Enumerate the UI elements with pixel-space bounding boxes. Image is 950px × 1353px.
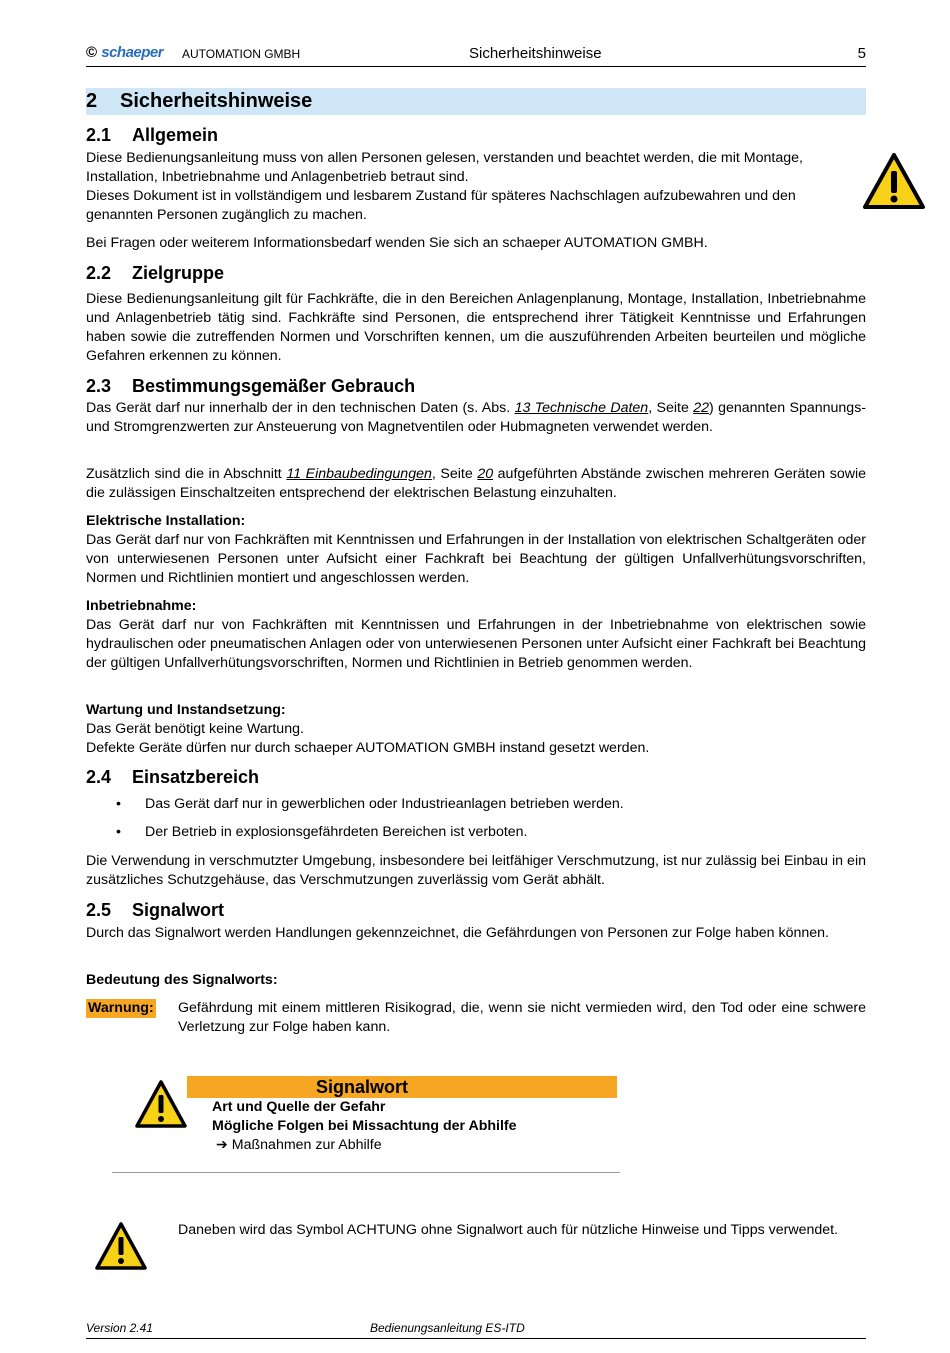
hazard-consequence: Mögliche Folgen bei Missachtung der Abhilfe — [212, 1118, 517, 1134]
signal-word-content — [212, 1098, 517, 1155]
signal-word-definition: Gefährdung mit einem mittleren Risikograd, die, wenn sie nicht vermieden wird, den Tod oder eine schwere Verletzung zur Folge haben kann. — [178, 1000, 866, 1035]
page-reference-link[interactable]: 20 — [477, 466, 494, 482]
page-number: 5 — [857, 45, 866, 62]
hazard-remedy: Maßnahmen zur Abhilfe — [231, 1137, 382, 1153]
brand-name: schaeper — [101, 44, 164, 61]
cross-reference-link[interactable]: 11 Einbaubedingungen — [286, 466, 432, 482]
text-run: Das Gerät darf nur innerhalb der in den technischen Daten (s. Abs. — [86, 400, 515, 416]
document-version: Version 2.41 — [86, 1321, 153, 1335]
chapter-title: Sicherheitshinweise — [120, 90, 313, 112]
paragraph-text: Dieses Dokument ist in vollständigem und lesbarem Zustand für späteres Nachschlagen aufzubewahren und den genannten Personen zugänglich zu machen. — [86, 188, 796, 223]
bullet-icon: • — [116, 824, 121, 840]
divider — [112, 1172, 620, 1173]
page-reference-link[interactable]: 22 — [693, 400, 709, 416]
paragraph — [86, 971, 866, 990]
section-title: Zielgruppe — [132, 263, 225, 283]
text-run: , Seite — [431, 466, 478, 482]
paragraph: Diese Bedienungsanleitung gilt für Fachkräfte, die in den Bereichen Anlagenplanung, Montage, Installation, Inbetriebnahme und Anlagenbetrieb tätig sind. Fachkräfte sind Personen, die entsprechend ihrer Tätigkeit Kenntnisse und Erfahrungen haben sowie die zutreffenden Normen und Vorschriften kennen, um die auszuführenden Arbeiten beurteilen und mögliche Gefahren erkennen zu können. — [86, 291, 866, 364]
section-number: 2.5 — [86, 900, 112, 920]
arrow-right-icon: ➔ — [215, 1137, 228, 1153]
bullet-icon: • — [116, 796, 121, 812]
chapter-number: 2 — [86, 90, 98, 112]
hazard-source: Art und Quelle der Gefahr — [212, 1099, 386, 1115]
paragraph: Die Verwendung in verschmutzter Umgebung, insbesondere bei leitfähiger Verschmutzung, ist nur zulässig bei Einbau in ein zusätzliches Schutzgehäuse, das Verschmutzungen zuverlässig vom Gerät abhält. — [86, 853, 866, 888]
section-heading-2-2 — [86, 263, 224, 284]
paragraph-text: Das Gerät darf nur von Fachkräften mit Kenntnissen und Erfahrungen in der Installation von elektrischen Schaltgeräten oder von unterwiesenen Personen unter Aufsicht einer Fachkraft bei Beachtung der gültigen Unfallverhütungsvorschriften, Normen und Richtlinien montiert und angeschlossen werden. — [86, 532, 866, 586]
section-title: Bestimmungsgemäßer Gebrauch — [132, 376, 416, 396]
subheading: Wartung und Instandsetzung: — [86, 702, 286, 718]
section-heading-2-4 — [86, 767, 259, 788]
document-title: Bedienungsanleitung ES-ITD — [370, 1321, 525, 1335]
section-title: Einsatzbereich — [132, 767, 260, 787]
paragraph — [86, 399, 866, 437]
section-number: 2.3 — [86, 376, 112, 396]
section-heading-2-3 — [86, 376, 415, 397]
section-heading-2-5 — [86, 900, 224, 921]
paragraph — [86, 512, 866, 588]
warning-triangle-icon — [862, 152, 926, 210]
text-run: ) genannten Spannungs- und Stromgrenzwerten zur Ansteuerung von Magnetventilen oder Hubmagneten verwendet werden. — [86, 400, 867, 435]
paragraph-text: Das Gerät benötigt keine Wartung. — [86, 721, 304, 737]
section-number: 2.2 — [86, 263, 112, 283]
section-number: 2.4 — [86, 767, 112, 787]
paragraph — [86, 597, 866, 673]
attention-note: Daneben wird das Symbol ACHTUNG ohne Signalwort auch für nützliche Hinweise und Tipps verwendet. — [178, 1222, 839, 1238]
list-item-text: Der Betrieb in explosionsgefährdeten Bereichen ist verboten. — [145, 824, 528, 840]
subheading: Inbetriebnahme: — [86, 598, 197, 614]
warning-triangle-icon — [94, 1221, 148, 1271]
paragraph — [86, 149, 838, 225]
section-title: Allgemein — [132, 125, 219, 145]
paragraph — [86, 701, 866, 758]
warning-triangle-icon — [134, 1079, 188, 1129]
company-logo — [86, 44, 163, 61]
section-number: 2.1 — [86, 125, 112, 145]
company-name: AUTOMATION GMBH — [182, 47, 301, 61]
chapter-heading — [86, 88, 866, 115]
subheading: Bedeutung des Signalworts: — [86, 972, 278, 988]
text-run: , Seite — [648, 400, 694, 416]
signal-word-bar — [187, 1076, 617, 1098]
paragraph-text: Das Gerät darf nur von Fachkräften mit Kenntnissen und Erfahrungen in der Inbetriebnahme von elektrischen sowie hydraulischen oder pneumatischen Anlagen oder von unterwiesenen Personen unter Aufsicht einer Fachkraft bei Beachtung der gültigen Unfallverhütungsvorschriften, Normen und Richtlinien in Betrieb genommen werden. — [86, 617, 866, 671]
subheading: Elektrische Installation: — [86, 513, 246, 529]
paragraph: Bei Fragen oder weiterem Informationsbedarf wenden Sie sich an schaeper AUTOMATION GMBH. — [86, 235, 708, 251]
text-run: Zusätzlich sind die in Abschnitt — [86, 466, 287, 482]
signal-word-title: Signalwort — [316, 1077, 409, 1097]
section-heading-2-1 — [86, 125, 218, 146]
cross-reference-link[interactable]: 13 Technische Daten — [514, 400, 649, 416]
signal-word-term: Warnung: — [88, 1000, 154, 1016]
paragraph: Durch das Signalwort werden Handlungen gekennzeichnet, die Gefährdungen von Personen zur Folge haben können. — [86, 925, 829, 941]
header-title: Sicherheitshinweise — [469, 45, 602, 62]
section-title: Signalwort — [132, 900, 225, 920]
paragraph — [86, 465, 866, 503]
text-run: aufgeführten Abstände zwischen mehreren Geräten sowie die zulässigen Einschaltzeiten entsprechend der elektrischen Belastung einzuhalten. — [86, 466, 866, 501]
list-item-text: Das Gerät darf nur in gewerblichen oder Industrieanlagen betrieben werden. — [145, 796, 624, 812]
paragraph-text: Defekte Geräte dürfen nur durch schaeper AUTOMATION GMBH instand gesetzt werden. — [86, 740, 650, 756]
paragraph-text: Diese Bedienungsanleitung muss von allen Personen gelesen, verstanden und beachtet werden, die mit Montage, Installation, Inbetriebnahme und Anlagenbetrieb betraut sind. — [86, 150, 803, 185]
page-header — [86, 42, 866, 67]
page-footer — [86, 1320, 866, 1339]
copyright-sign: © — [86, 44, 98, 61]
